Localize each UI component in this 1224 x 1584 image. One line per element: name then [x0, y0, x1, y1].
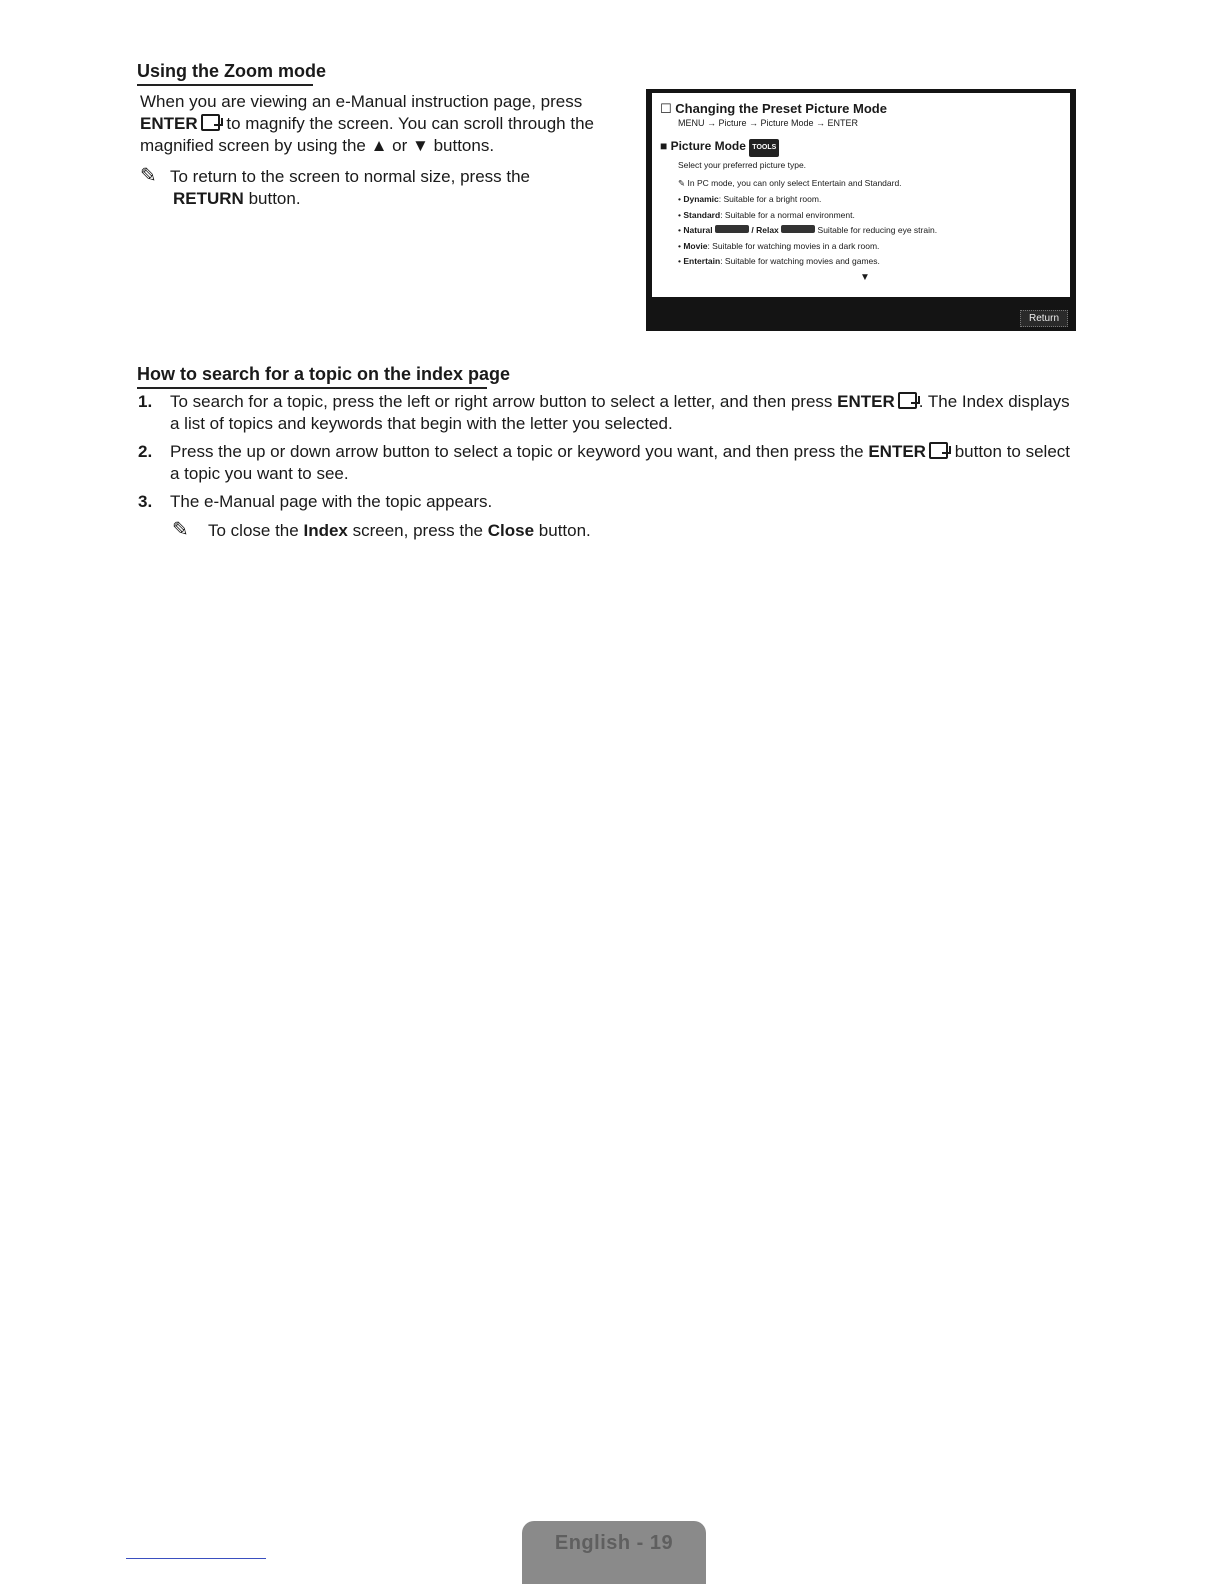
step-1: 1. To search for a topic, press the left or right arrow button to select a letter, and then press ENTER . The Index displays a list of topics and keywords that begin with the letter you selected. [138, 392, 1070, 433]
e-manual-screenshot [646, 89, 1076, 331]
panel-mode-list [678, 192, 1070, 270]
panel-note: ✎ In PC mode, you can only select Entertain and Standard. [678, 178, 902, 188]
panel-mode-label: ■ Picture Mode TOOLS [660, 138, 1070, 157]
step-2: 2. Press the up or down arrow button to select a topic or keyword you want, and then press the ENTER button to select a topic you want to see. [138, 442, 1071, 483]
badge-icon [715, 225, 749, 233]
search-note: ✎ To close the Index screen, press the Close button. [172, 519, 591, 541]
page-number-tab: English - 19 [522, 1521, 706, 1584]
note-icon: ✎ [678, 178, 686, 188]
return-button[interactable]: Return [1020, 310, 1068, 327]
tools-badge: TOOLS [749, 139, 779, 157]
note-pencil-icon: ✎ [172, 519, 189, 541]
panel-description: Select your preferred picture type. [678, 160, 807, 170]
down-arrow-icon: ▼ [412, 136, 429, 155]
zoom-note: ✎ To return to the screen to normal size, press the RETURN button. [140, 165, 531, 208]
list-item: • Natural / Relax Suitable for reducing eye strain. [678, 223, 1070, 239]
scroll-down-icon[interactable]: ▼ [860, 271, 870, 283]
zoom-heading: Using the Zoom mode [137, 60, 313, 86]
checkbox-icon: ☐ [660, 101, 672, 116]
note-pencil-icon: ✎ [140, 165, 157, 187]
enter-icon [201, 114, 220, 131]
list-item: • Entertain: Suitable for watching movies and games. [678, 254, 1070, 270]
footer-rule [126, 1558, 266, 1559]
list-item: • Movie: Suitable for watching movies in a dark room. [678, 239, 1070, 255]
square-bullet-icon: ■ [660, 139, 668, 153]
up-arrow-icon: ▲ [370, 136, 388, 155]
enter-icon [929, 442, 948, 459]
search-heading: How to search for a topic on the index page [137, 363, 487, 389]
step-3: 3. The e-Manual page with the topic appears. [138, 492, 493, 511]
badge-icon [781, 225, 815, 233]
list-item: • Dynamic: Suitable for a bright room. [678, 192, 1070, 208]
zoom-paragraph: When you are viewing an e-Manual instruction page, press ENTER to magnify the screen. You can scroll through the magnified screen by using the ▲ or ▼ buttons. [140, 92, 594, 155]
list-item: • Standard: Suitable for a normal environment. [678, 208, 1070, 224]
panel-title: ☐ Changing the Preset Picture Mode [660, 101, 887, 116]
panel-menu-path: MENU → Picture → Picture Mode → ENTER [678, 118, 859, 128]
enter-icon [898, 392, 917, 409]
